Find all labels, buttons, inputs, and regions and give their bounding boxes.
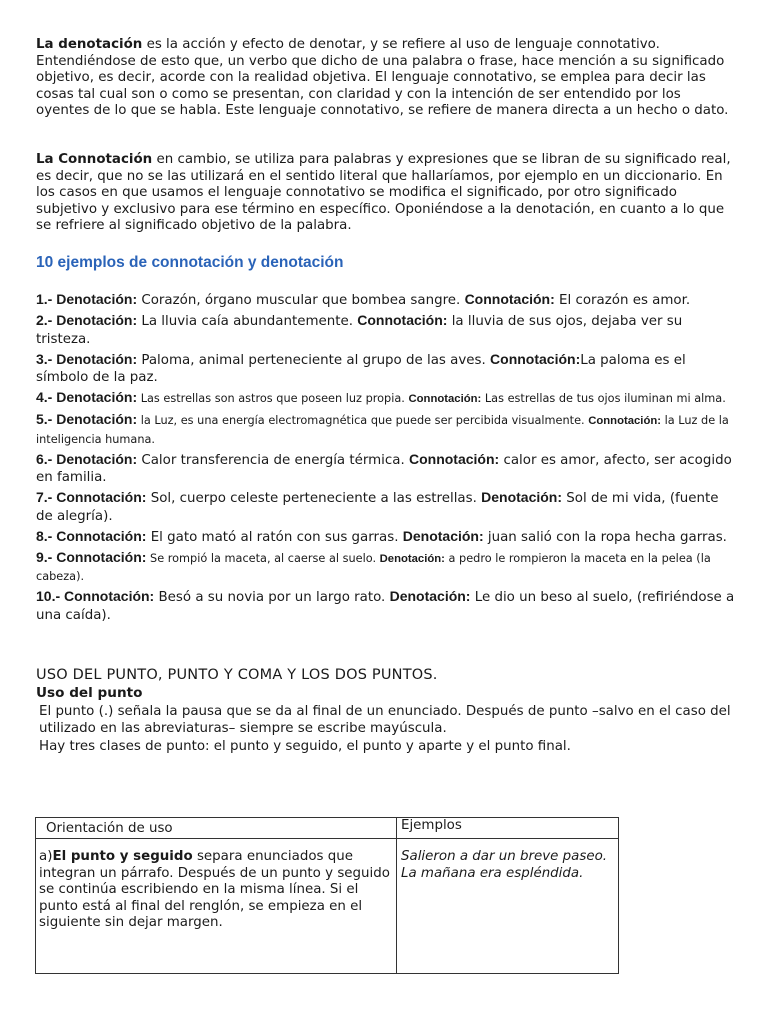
example-label: Denotación: — [379, 552, 445, 565]
example-text: Besó a su novia por un largo rato. — [154, 590, 390, 605]
example-text: Paloma, animal perteneciente al grupo de las aves. — [137, 352, 491, 368]
example-item — [36, 291, 736, 310]
table-cell-orientation — [36, 839, 397, 974]
table-cell-examples — [397, 839, 619, 974]
example-text: a pedro le rompieron la maceta en la pelea (la cabeza). — [36, 551, 711, 583]
example-label: 6.- Denotación: — [36, 450, 138, 467]
example-label: Denotación: — [389, 588, 471, 604]
example-text: Las estrellas son astros que poseen luz propia. — [137, 392, 409, 405]
example-text: Calor transferencia de energía térmica. — [137, 452, 409, 468]
connotation-paragraph — [36, 152, 736, 235]
example-label: 4.- Denotación: — [36, 389, 138, 405]
example-item — [36, 528, 736, 547]
example-item — [36, 549, 736, 586]
example-text: Corazón, órgano muscular que bombea sangre. — [137, 293, 465, 308]
example-label: Connotación: — [357, 312, 448, 328]
example-label: Denotación: — [481, 489, 563, 505]
example-text: Sol, cuerpo celeste perteneciente a las estrellas. — [146, 491, 482, 506]
row-text: separa enunciados que integran un párrafo. Después de un punto y seguido se continúa escribiendo en la misma línea. Si el punto está al final del renglón, se empieza en el siguiente sin dejar margen. — [39, 849, 390, 930]
example-label: Connotación: — [408, 393, 482, 405]
example-text: Las estrellas de tus ojos iluminan mi alma. — [481, 392, 726, 405]
section-subtitle: Uso del punto — [36, 685, 143, 701]
example-text: Sol de mi vida, (fuente de alegría). — [36, 491, 719, 524]
example-label: 7.- Connotación: — [36, 489, 147, 505]
section-title: USO DEL PUNTO, PUNTO Y COMA Y LOS DOS PUNTOS. — [36, 667, 438, 683]
example-label: 5.- Denotación: — [36, 411, 138, 427]
punto-paragraph-1: El punto (.) señala la pausa que se da al final de un enunciado. Después de punto –salvo en el caso del utilizado en las abreviaturas– siempre se escribe mayúscula. — [39, 704, 731, 736]
denotation-term: La denotación — [36, 37, 143, 52]
example-label: 3.- Denotación: — [36, 350, 138, 367]
example-label: Denotación: — [402, 527, 484, 544]
example-label: 8.- Connotación: — [36, 527, 147, 544]
example-sentence: Salieron a dar un breve paseo. — [401, 849, 608, 864]
example-label: 10.- Connotación: — [36, 588, 155, 604]
example-text: El gato mató al ratón con sus garras. — [146, 529, 403, 545]
punto-explanation — [36, 704, 736, 756]
example-item — [36, 351, 736, 387]
example-label: Connotación: — [464, 291, 555, 307]
example-item — [36, 312, 736, 348]
connotation-term: La Connotación — [36, 152, 153, 167]
example-text: la Luz de la inteligencia humana. — [36, 414, 729, 446]
example-item — [36, 451, 736, 487]
example-label: Connotación: — [588, 415, 662, 427]
row-term: El punto y seguido — [52, 849, 193, 864]
example-text: la lluvia de sus ojos, dejaba ver su tristeza. — [36, 314, 683, 347]
example-text: juan salió con la ropa hecha garras. — [483, 529, 727, 545]
example-label: 9.- Connotación: — [36, 548, 147, 565]
table-header-orientation: Orientación de uso — [36, 818, 397, 839]
table-header-row — [36, 818, 619, 839]
example-label: Connotación: — [408, 450, 500, 467]
example-item — [36, 588, 736, 624]
denotation-text: es la acción y efecto de denotar, y se refiere al uso de lenguaje connotativo. Entendiéndose de esto que, un verbo que dicho de una palabra o frase, hace mención a su significado objetivo, es decir, acorde con la realidad objetiva. El lenguaje connotativo, se emplea para decir las cosas tal cual son o como se presentan, con claridad y con la intención de ser entendido por los oyentes de lo que se habla. Este lenguaje connotativo, se refiere de manera directa a un hecho o dato. — [36, 37, 729, 118]
denotation-paragraph — [36, 37, 736, 120]
example-text: El corazón es amor. — [554, 293, 691, 308]
example-text: calor es amor, afecto, ser acogido en familia. — [36, 452, 732, 485]
example-item — [36, 411, 736, 448]
example-text: la Luz, es una energía electromagnética que puede ser percibida visualmente. — [137, 414, 589, 427]
example-text: Se rompió la maceta, al caerse al suelo. — [146, 551, 380, 565]
table-row — [36, 839, 619, 974]
table-header-examples: Ejemplos — [397, 818, 619, 839]
examples-heading: 10 ejemplos de connotación y denotación — [36, 254, 344, 271]
example-sentence: La mañana era espléndida. — [401, 865, 584, 881]
example-text: La paloma es el símbolo de la paz. — [36, 352, 686, 385]
example-item — [36, 389, 736, 409]
usage-table — [35, 817, 619, 974]
example-label: Connotación: — [490, 350, 581, 367]
punto-paragraph-2: Hay tres clases de punto: el punto y seguido, el punto y aparte y el punto final. — [39, 739, 571, 754]
example-text: La lluvia caía abundantemente. — [137, 314, 358, 329]
example-text: Le dio un beso al suelo, (refiriéndose a una caída). — [36, 590, 735, 623]
example-item — [36, 489, 736, 525]
connotation-text: en cambio, se utiliza para palabras y expresiones que se libran de su significado real, es decir, que no se las utilizará en el sentido literal que hallaríamos, por ejemplo en un diccionario. En los casos en que usamos el lenguaje connotativo se modifica el significado, por otro significado subjetivo y exclusivo para ese término en específico. Oponiéndose a la denotación, en cuanto a lo que se refriere al significado objetivo de la palabra. — [36, 152, 731, 233]
example-label: 2.- Denotación: — [36, 312, 138, 328]
row-prefix: a) — [39, 849, 53, 864]
examples-list — [36, 291, 736, 627]
example-label: 1.- Denotación: — [36, 291, 138, 307]
